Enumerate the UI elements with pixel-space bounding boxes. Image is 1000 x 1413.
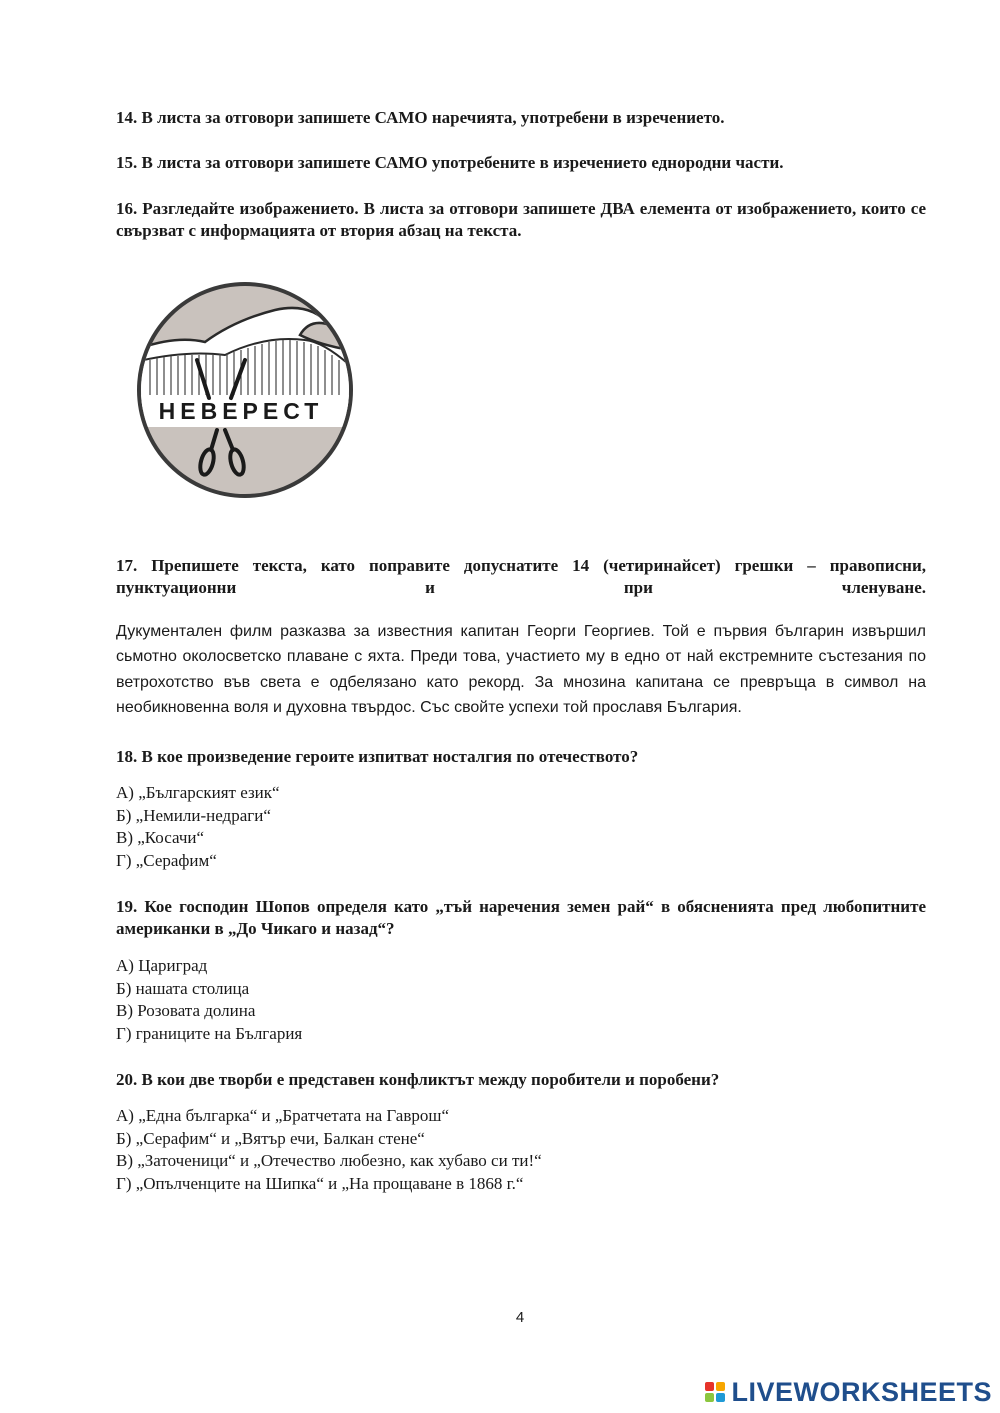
option: А) Цариград (116, 956, 208, 975)
question-20-options (116, 1105, 926, 1195)
option: Г) „Серафим“ (116, 850, 217, 870)
brand-text: LIVEWORKSHEETS (731, 1376, 992, 1407)
liveworksheets-logo-icon (705, 1382, 725, 1402)
brand-square-blue (716, 1393, 725, 1402)
option: В) Розовата долина (116, 1001, 256, 1021)
question-19: 19. Кое господин Шопов определя като „тъй наречения земен рай“ в обясненията пред любопитните американки в „До Чикаго и назад“? (116, 897, 926, 938)
option: Г) „Опълченците на Шипка“ и „На прощаване в 1868 г.“ (116, 1173, 524, 1193)
question-18-options (116, 782, 926, 872)
page-number: 4 (515, 1309, 525, 1326)
question-19-options (116, 955, 926, 1045)
question-17-text: 17. Препишете текста, като поправите допуснатите 14 (четиринайсет) грешки – правописни, пунктуационни и при членуване. (116, 556, 926, 597)
option: А) „Българският език“ (116, 783, 280, 802)
brand-square-red (705, 1382, 714, 1391)
option: Г) границите на България (116, 1023, 303, 1043)
brand-square-orange (716, 1382, 725, 1391)
neverest-logo (135, 280, 355, 500)
question-17 (116, 555, 926, 599)
liveworksheets-brand[interactable] (705, 1375, 992, 1409)
question-18: 18. В кое произведение героите изпитват носталгия по отечеството? (116, 747, 639, 766)
logo-text: НЕВЕРЕСТ (158, 398, 324, 424)
option: В) „Заточеници“ и „Отечество любезно, как хубаво си ти!“ (116, 1151, 542, 1171)
question-14: 14. В листа за отговори запишете САМО наречията, употребени в изречението. (116, 108, 725, 127)
option: А) „Една българка“ и „Братчетата на Гаврош“ (116, 1106, 449, 1125)
question-20: 20. В кои две творби е представен конфликтът между поробители и поробени? (116, 1070, 720, 1089)
option: Б) „Немили-недраги“ (116, 805, 271, 825)
question-15: 15. В листа за отговори запишете САМО употребените в изречението еднородни части. (116, 153, 784, 172)
question-17-passage: Дукументален филм разказва за известния капитан Георги Георгиев. Той е първия българин извършил сьмотно околосветско плаване с яхта. Преди това, участието му в едно от най екстремните състезания по ветрохотство във света е одбелязано като рекорд. За мнозина капитана се превръща в символ на необикновенна воля и духовна твърдос. Със свойте успехи той прославя България. (116, 623, 926, 716)
brand-square-green (705, 1393, 714, 1402)
option: Б) нашата столица (116, 978, 250, 998)
option: Б) „Серафим“ и „Вятър ечи, Балкан стене“ (116, 1128, 425, 1148)
question-16: 16. Разгледайте изображението. В листа за отговори запишете ДВА елемента от изображението, които се свързват с информацията от втория абзац на текста. (116, 199, 926, 240)
option: В) „Косачи“ (116, 828, 205, 848)
